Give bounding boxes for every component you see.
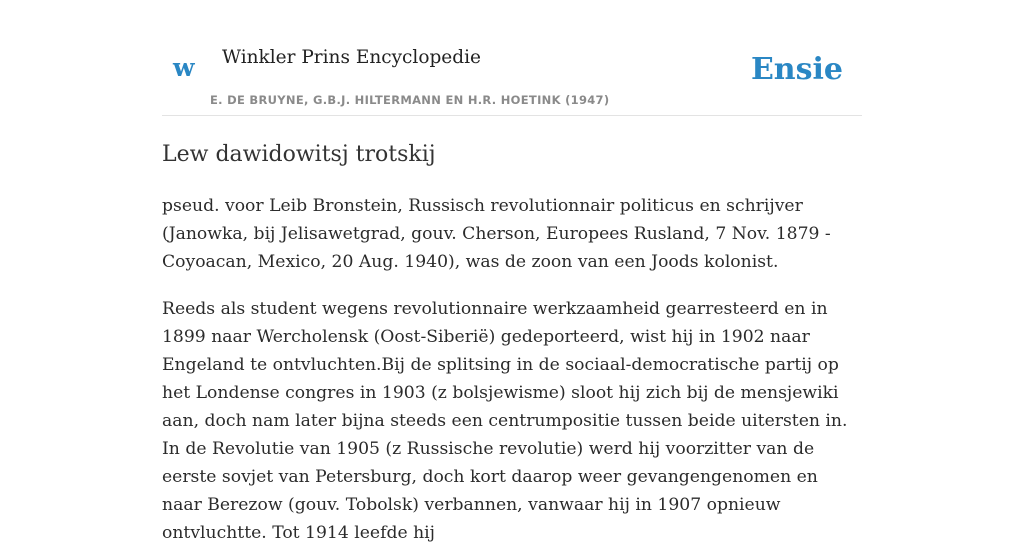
ensie-brand-logo[interactable]: Ensie (750, 52, 843, 87)
encyclopedia-logo[interactable]: w (173, 53, 195, 82)
encyclopedia-title[interactable]: Winkler Prins Encyclopedie (222, 47, 481, 68)
article-paragraph: pseud. voor Leib Bronstein, Russisch revolutionnair politicus en schrijver (Janowka, bij Jelisawetgrad, gouv. Cherson, Europees Rusland, 7 Nov. 1879 - Coyoacan, Mexico, 20 Aug. 1940), was de zoon van een Joods kolonist. (162, 196, 831, 272)
article (162, 138, 862, 547)
encyclopedia-authors: E. DE BRUYNE, G.B.J. HILTERMANN EN H.R. HOETINK (1947) (210, 93, 610, 107)
article-heading: Lew dawidowitsj trotskij (162, 142, 436, 167)
article-paragraph: Reeds als student wegens revolutionnaire werkzaamheid gearresteerd en in 1899 naar Wercholensk (Oost-Siberië) gedeporteerd, wist hij in 1902 naar Engeland te ontvluchten.Bij de splitsing in de sociaal-democratische partij op het Londense congres in 1903 (z bolsjewisme) sloot hij zich bij de mensjewiki aan, doch nam later bijna steeds een centrumpositie tussen beide uitersten in. In de Revolutie van 1905 (z Russische revolutie) werd hij voorzitter van de eerste sovjet van Petersburg, doch kort daarop weer gevangengenomen en naar Berezow (gouv. Tobolsk) verbannen, vanwaar hij in 1907 opnieuw ontvluchtte. Tot 1914 leefde hij (162, 299, 848, 543)
site-header (162, 30, 862, 116)
